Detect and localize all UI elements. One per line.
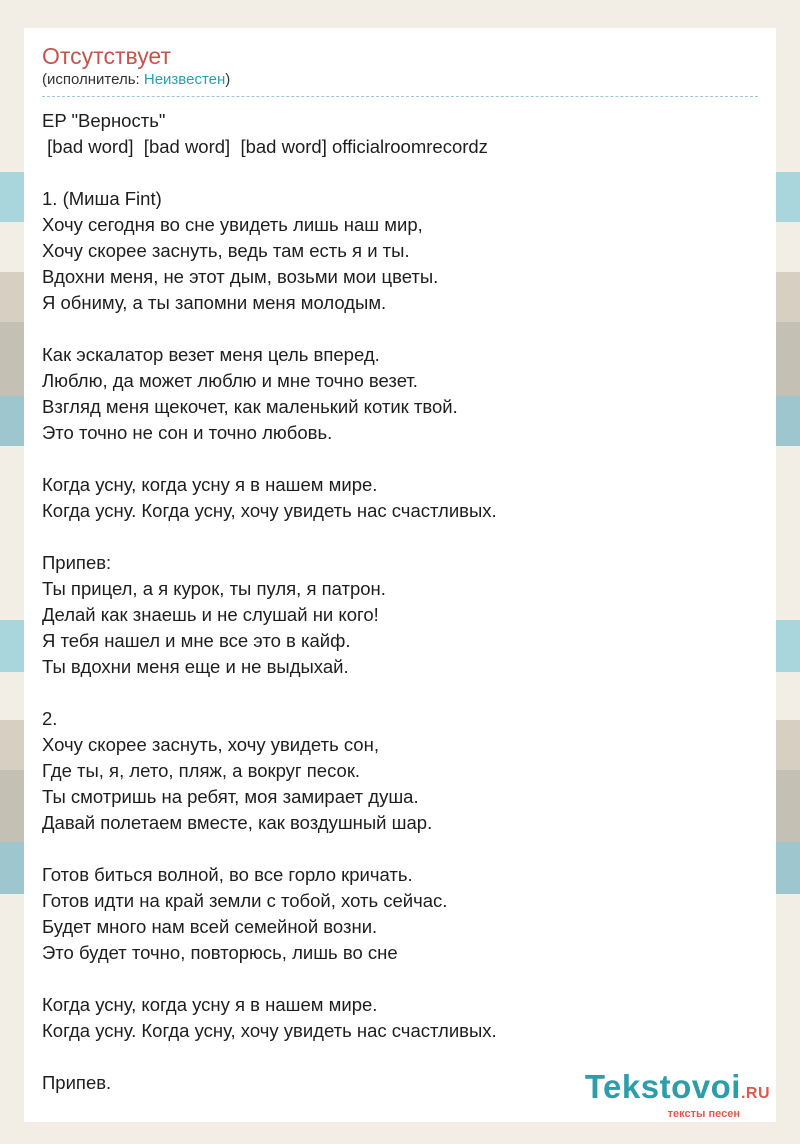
lyrics-body — [42, 108, 758, 1096]
lyric-line: Вдохни меня, не этот дым, возьми мои цветы. — [42, 266, 439, 287]
lyric-line — [42, 446, 758, 472]
lyric-line: Где ты, я, лето, пляж, а вокруг песок. — [42, 760, 361, 781]
artist-prefix: (исполнитель: — [42, 71, 144, 88]
lyric-line: Это будет точно, повторюсь, лишь во сне — [42, 942, 398, 963]
lyric-line: [bad word] [bad word] [bad word] officialroomrecordz — [42, 136, 488, 157]
lyric-line — [42, 524, 758, 550]
lyric-line: Ты вдохни меня еще и не выдыхай. — [42, 656, 349, 677]
lyric-line: Делай как знаешь и не слушай ни кого! — [42, 604, 379, 625]
lyric-line: Люблю, да может люблю и мне точно везет. — [42, 370, 418, 391]
lyric-line: Это точно не сон и точно любовь. — [42, 422, 333, 443]
lyric-line: Давай полетаем вместе, как воздушный шар. — [42, 812, 433, 833]
lyric-line — [42, 1044, 758, 1070]
lyric-line: Я тебя нашел и мне все это в кайф. — [42, 630, 351, 651]
lyric-line — [42, 966, 758, 992]
lyric-line: Ты прицел, а я курок, ты пуля, я патрон. — [42, 578, 386, 599]
lyric-line: Ты смотришь на ребят, моя замирает душа. — [42, 786, 419, 807]
lyric-line: Готов идти на край земли с тобой, хоть сейчас. — [42, 890, 448, 911]
artist-line — [42, 70, 758, 97]
lyric-line: EP "Верность" — [42, 110, 166, 131]
lyric-line: Хочу сегодня во сне увидеть лишь наш мир, — [42, 214, 423, 235]
song-title: Отсутствует — [42, 43, 171, 69]
lyric-line: Припев. — [42, 1072, 112, 1093]
lyric-line — [42, 160, 758, 186]
lyric-line: Хочу скорее заснуть, ведь там есть я и ты. — [42, 240, 410, 261]
lyric-line: Готов биться волной, во все горло кричать. — [42, 864, 413, 885]
lyric-line: Будет много нам всей семейной возни. — [42, 916, 378, 937]
logo-subtitle: тексты песен — [667, 1108, 740, 1120]
lyric-line: Когда усну. Когда усну, хочу увидеть нас счастливых. — [42, 500, 497, 521]
lyrics-sheet — [24, 28, 776, 1122]
logo-wordmark — [585, 1070, 770, 1111]
lyric-line: Я обниму, а ты запомни меня молодым. — [42, 292, 387, 313]
lyric-line: Как эскалатор везет меня цель вперед. — [42, 344, 380, 365]
lyric-line: Взгляд меня щекочет, как маленький котик твой. — [42, 396, 458, 417]
lyric-line: Когда усну, когда усну я в нашем мире. — [42, 994, 378, 1015]
lyric-line: 2. — [42, 708, 58, 729]
lyric-line: Хочу скорее заснуть, хочу увидеть сон, — [42, 734, 379, 755]
artist-suffix: ) — [225, 71, 231, 88]
lyric-line: 1. (Миша Fint) — [42, 188, 162, 209]
logo-tld: .RU — [740, 1085, 770, 1102]
lyric-line: Когда усну. Когда усну, хочу увидеть нас счастливых. — [42, 1020, 497, 1041]
lyric-line — [42, 680, 758, 706]
artist-link[interactable]: Неизвестен — [143, 71, 226, 88]
logo-main-text: Tekstovoi — [584, 1068, 741, 1105]
lyric-line — [42, 836, 758, 862]
lyric-line: Припев: — [42, 552, 112, 573]
lyric-line — [42, 316, 758, 342]
site-logo[interactable] — [585, 1070, 770, 1120]
lyric-line: Когда усну, когда усну я в нашем мире. — [42, 474, 378, 495]
